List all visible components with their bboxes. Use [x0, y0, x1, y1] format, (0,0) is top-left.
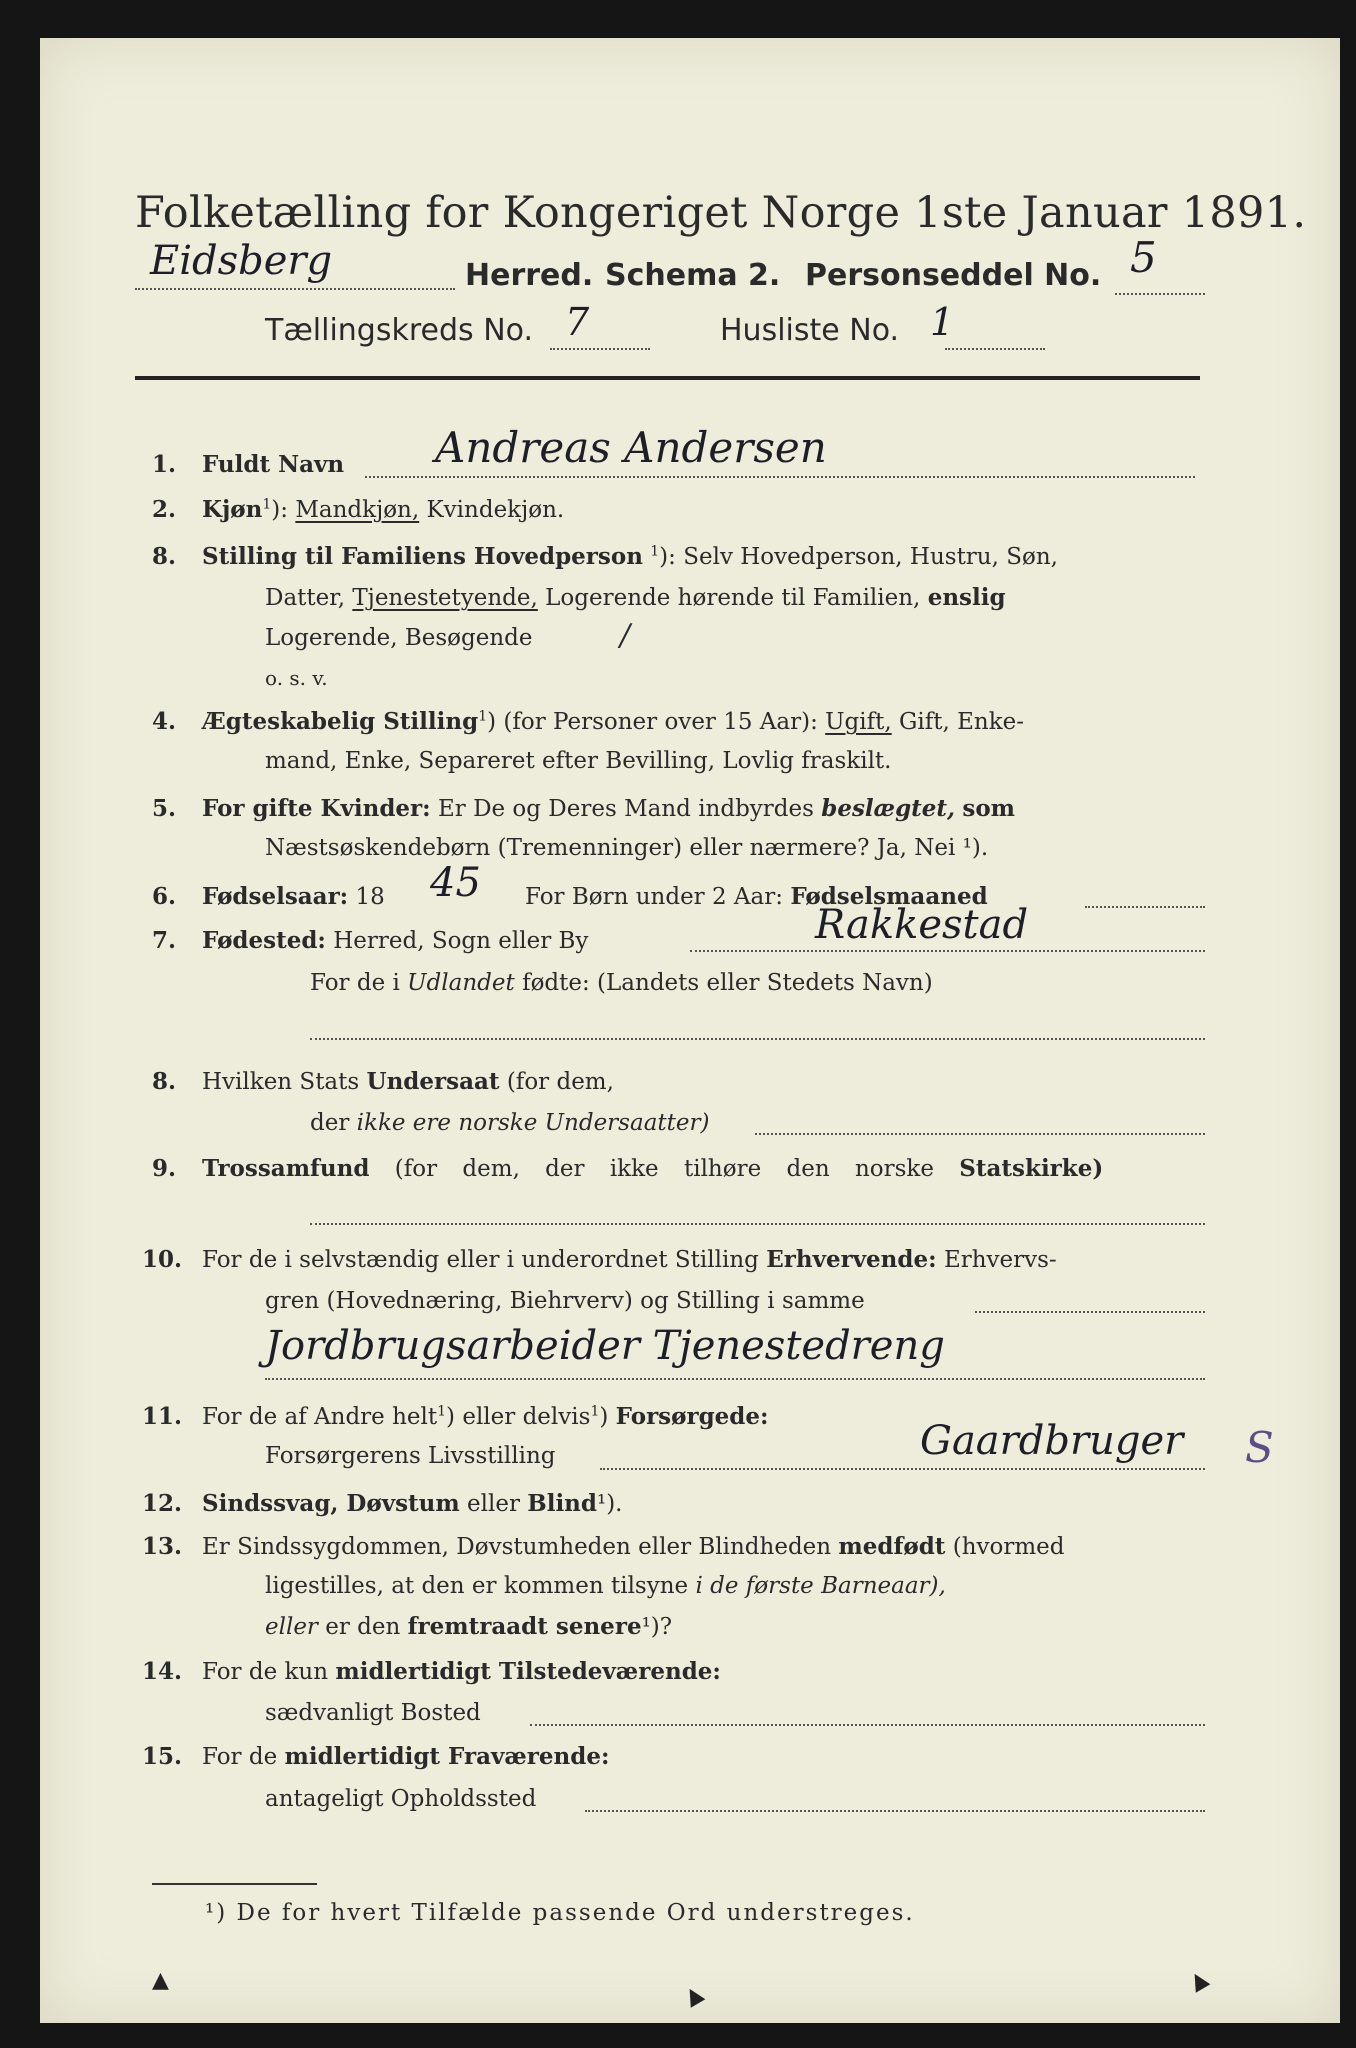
q3-line4: o. s. v. [265, 666, 328, 690]
q12-mid: eller [467, 1491, 520, 1517]
q14-line2: sædvanligt Bosted [265, 1700, 481, 1726]
q2-number: 2. [152, 496, 177, 523]
personseddel-dots [1115, 293, 1205, 295]
q10-line3-dots [265, 1378, 1205, 1380]
q6-rest-a: For Børn under 2 Aar: [525, 884, 783, 910]
husliste-label: Husliste No. [720, 313, 900, 348]
q14-line1-b: midlertidigt Tilstedeværende: [335, 1658, 721, 1685]
q11-line1: For de af Andre helt$^1$) eller delvis$^1$) Forsørgede: [202, 1403, 769, 1430]
q7-udlandet: Udlandet [407, 970, 515, 996]
q11-number: 11. [142, 1403, 183, 1430]
q14-line1-a: For de kun [202, 1659, 329, 1685]
q8-undersaat: Undersaat [366, 1068, 500, 1095]
q10-erhvervende: Erhvervende: [766, 1246, 937, 1273]
q5-number: 5. [152, 795, 177, 822]
q2-row: Kjøn$^1$): Mandkjøn, Kvindekjøn. [202, 496, 565, 523]
q12-label: Sindssvag, Døvstum [202, 1490, 460, 1517]
q13-line2-i: i de første Barneaar), [695, 1573, 946, 1599]
q7-line2-a: For de i [310, 970, 400, 996]
q13-eller: eller [265, 1614, 318, 1640]
q10-value: Jordbrugsarbeider Tjenestedreng [265, 1323, 945, 1369]
q7-rest: Herred, Sogn eller By [333, 928, 589, 954]
q3-opt-logerende: Logerende hørende til Familien, [545, 585, 921, 611]
q8-label: Hvilken Stats [202, 1069, 360, 1095]
q10-line1 [202, 1246, 1057, 1273]
q12-end: ¹). [596, 1491, 623, 1517]
q12-blind: Blind [527, 1490, 597, 1517]
herred-dots [135, 288, 455, 290]
q4-sup: 1 [478, 708, 488, 725]
q10-number: 10. [142, 1246, 183, 1273]
q3-label: Stilling til Familiens Hovedperson [202, 543, 643, 570]
q14-dots [530, 1724, 1205, 1726]
q4-line2: mand, Enke, Separeret efter Bevilling, Lovlig fraskilt. [265, 748, 892, 774]
form-title: Folketælling for Kongeriget Norge 1ste Januar 1891. [135, 188, 1307, 238]
q7-dots [690, 950, 1205, 952]
q15-number: 15. [142, 1743, 183, 1770]
q3-opt-enslig: enslig [927, 584, 1006, 611]
q8-line1-rest: (for dem, [506, 1069, 614, 1095]
q13-line3-c: ¹)? [641, 1614, 673, 1640]
q13-line1-c: (hvormed [952, 1534, 1065, 1560]
q9-line1 [202, 1155, 1103, 1182]
q11-line1-b: eller delvis [462, 1404, 591, 1430]
q6-value: 45 [430, 860, 481, 906]
q11-forsorgede: Forsørgede: [615, 1403, 769, 1430]
q13-number: 13. [142, 1533, 183, 1560]
q13-line3-a: er den [325, 1614, 401, 1640]
personseddel-label: Personseddel No. [805, 258, 1102, 293]
q4-opt-ugift: Ugift, [825, 709, 892, 735]
q3-line3: Logerende, Besøgende [265, 625, 533, 651]
q6-dots [1085, 906, 1205, 908]
q4-number: 4. [152, 708, 177, 735]
q7-line1 [202, 927, 588, 954]
q4-line1: Ægteskabelig Stilling$^1$) (for Personer over 15 Aar): Ugift, Gift, Enke- [202, 708, 1025, 735]
q5-som: som [962, 795, 1016, 822]
q8-line2-a: der [310, 1110, 350, 1136]
q15-dots [585, 1810, 1205, 1812]
q10-line2-dots [975, 1311, 1205, 1313]
footnote: ¹) De for hvert Tilfælde passende Ord understreges. [205, 1900, 915, 1926]
q7-label: Fødested: [202, 927, 326, 954]
q14-line1 [202, 1658, 721, 1685]
q11-ink-mark: S [1245, 1423, 1274, 1472]
corner-mark-center: ▲ [679, 1980, 708, 2011]
q4-line1-end: Gift, Enke- [899, 709, 1025, 735]
q12-number: 12. [142, 1490, 183, 1517]
q15-line1-a: For de [202, 1744, 278, 1770]
q8-line2-i: ikke ere norske Undersaatter) [356, 1110, 710, 1136]
q7-number: 7. [152, 927, 177, 954]
q9-rest: (for dem, der ikke tilhøre den norske [394, 1156, 934, 1182]
q3-number: 8. [152, 543, 177, 570]
q8-number: 8. [152, 1068, 177, 1095]
kreds-label: Tællingskreds No. [265, 313, 533, 348]
q11-value: Gaardbruger [920, 1418, 1184, 1464]
q3-line2 [265, 584, 1006, 611]
q7-value: Rakkestad [815, 902, 1029, 948]
q10-line2: gren (Hovednæring, Biehrverv) og Stilling i samme [265, 1288, 865, 1314]
q5-line1-rest: Er De og Deres Mand indbyrdes [437, 796, 814, 822]
q3-line1-rest: Selv Hovedperson, Hustru, Søn, [683, 544, 1058, 570]
q15-line1-b: midlertidigt Fraværende: [284, 1743, 610, 1770]
q2-opt-kvindekjon: Kvindekjøn. [426, 497, 565, 523]
corner-mark-left: ▲ [152, 1968, 169, 1993]
q9-line2-dots [310, 1223, 1205, 1225]
q8-line1 [202, 1068, 614, 1095]
q6-row [202, 883, 385, 910]
q5-beslaegtet: beslægtet, [821, 795, 956, 822]
q2-sup: 1 [262, 496, 272, 513]
q3-line1: Stilling til Familiens Hovedperson $^1$): Selv Hovedperson, Hustru, Søn, [202, 543, 1058, 570]
q15-line1 [202, 1743, 609, 1770]
q2-opt-mandkjon: Mandkjøn, [295, 497, 420, 523]
q3-sup: 1 [650, 543, 660, 560]
footnote-rule [152, 1883, 317, 1885]
q6-label: Fødselsaar: [202, 883, 349, 910]
header-rule [135, 376, 1200, 380]
q4-label: Ægteskabelig Stilling [202, 708, 479, 735]
q5-line1 [202, 795, 1015, 822]
q3-opt-datter: Datter, [265, 585, 346, 611]
q13-line2 [265, 1573, 946, 1599]
q9-number: 9. [152, 1155, 177, 1182]
q11-line1-a: For de af Andre helt [202, 1404, 438, 1430]
q3-ink-mark: / [620, 618, 631, 653]
q10-line1-a: For de i selvstændig eller i underordnet Stilling [202, 1247, 759, 1273]
q1-value: Andreas Andersen [435, 423, 827, 472]
husliste-dots [945, 348, 1045, 350]
q1-dots [365, 476, 1195, 478]
q15-line2: antageligt Opholdssted [265, 1786, 537, 1812]
q4-line1-rest: (for Personer over 15 Aar): [503, 709, 818, 735]
husliste-value: 1 [930, 300, 955, 344]
q8-dots [755, 1133, 1205, 1135]
q2-label: Kjøn [202, 496, 263, 523]
q13-line2-a: ligestilles, at den er kommen tilsyne [265, 1573, 689, 1599]
q5-label: For gifte Kvinder: [202, 795, 431, 822]
q7-line2-b: fødte: (Landets eller Stedets Navn) [522, 970, 933, 996]
q1-number: 1. [152, 451, 177, 478]
q6-fodselsmaaned: Fødselsmaaned [790, 883, 988, 910]
census-form [40, 38, 1340, 2023]
q13-line3 [265, 1613, 672, 1640]
q11-line2: Forsørgerens Livsstilling [265, 1443, 556, 1469]
q13-line1-a: Er Sindssygdommen, Døvstumheden eller Blindheden [202, 1534, 832, 1560]
q3-opt-tjenestetyende: Tjenestetyende, [352, 585, 538, 611]
q9-statskirke: Statskirke) [959, 1155, 1104, 1182]
q14-number: 14. [142, 1658, 183, 1685]
q13-medfodt: medfødt [838, 1533, 946, 1560]
q13-line1 [202, 1533, 1065, 1560]
kreds-dots [550, 348, 650, 350]
q6-prefix: 18 [355, 884, 385, 910]
schema-label: Schema 2. [605, 258, 781, 293]
corner-mark-right: ▲ [1184, 1965, 1213, 1996]
herred-value: Eidsberg [150, 238, 333, 284]
q5-line2: Næstsøskendebørn (Tremenninger) eller nærmere? Ja, Nei ¹). [265, 835, 989, 861]
q8-line2 [310, 1110, 709, 1136]
q9-label: Trossamfund [202, 1155, 370, 1182]
kreds-value: 7 [565, 300, 590, 344]
q1-label: Fuldt Navn [202, 451, 345, 478]
q13-fremtraadt: fremtraadt senere [407, 1613, 642, 1640]
q10-line1-c: Erhvervs- [943, 1247, 1057, 1273]
q7-line3-dots [310, 1038, 1205, 1040]
q11-dots [600, 1468, 1205, 1470]
q7-line2 [310, 970, 933, 996]
herred-label: Herred. [465, 258, 594, 293]
q6-number: 6. [152, 883, 177, 910]
personseddel-value: 5 [1130, 233, 1157, 282]
q12-line1 [202, 1490, 623, 1517]
